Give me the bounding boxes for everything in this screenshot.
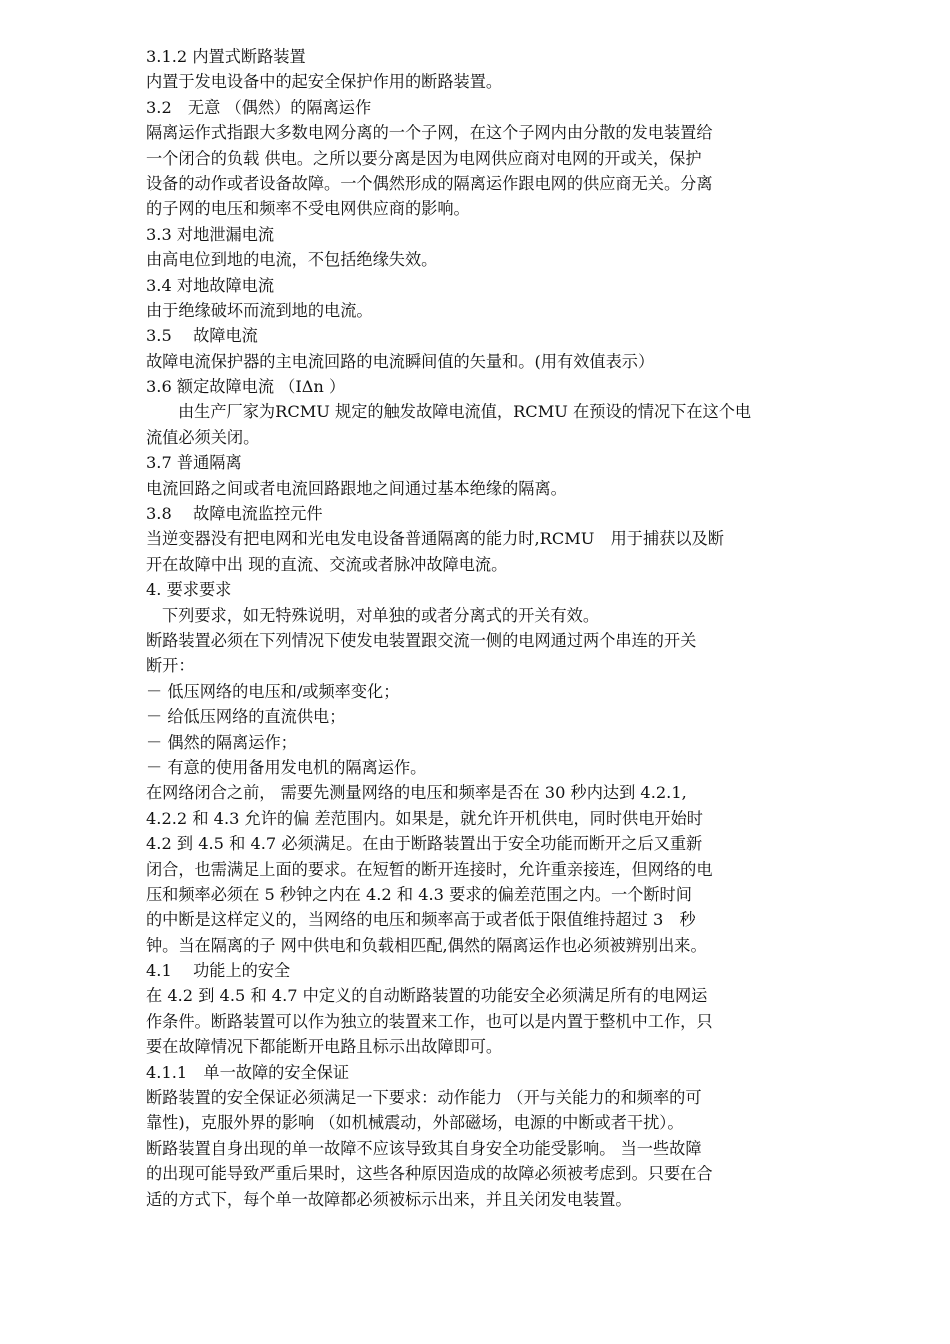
paragraph-line: 的中断是这样定义的，当网络的电压和频率高于或者低于限值维持超过 3 秒 bbox=[146, 910, 696, 930]
section-3-7-heading: 3.7 普通隔离 bbox=[146, 453, 242, 473]
list-item: － 低压网络的电压和/或频率变化； bbox=[146, 681, 400, 701]
list-item: － 有意的使用备用发电机的隔离运作。 bbox=[146, 757, 427, 777]
paragraph-line: 由生产厂家为RCMU 规定的触发故障电流值，RCMU 在预设的情况下在这个电 bbox=[178, 402, 752, 422]
paragraph-line: 的子网的电压和频率不受电网供应商的影响。 bbox=[146, 199, 470, 219]
section-3-4-heading: 3.4 对地故障电流 bbox=[146, 275, 275, 295]
paragraph-line: 由于绝缘破坏而流到地的电流。 bbox=[146, 300, 373, 320]
paragraph-line: 由高电位到地的电流，不包括绝缘失效。 bbox=[146, 250, 438, 270]
section-3-8-heading: 3.8 故障电流监控元件 bbox=[146, 504, 323, 524]
section-4-1-1-heading: 4.1.1 单一故障的安全保证 bbox=[146, 1062, 350, 1082]
section-3-6-heading: 3.6 额定故障电流 （IΔn ） bbox=[146, 377, 346, 397]
list-item: － 给低压网络的直流供电； bbox=[146, 707, 346, 727]
paragraph-line: 4.2.2 和 4.3 允许的偏 差范围内。如果是，就允许开机供电，同时供电开始时 bbox=[146, 808, 703, 828]
paragraph-line: 靠性)，克服外界的影响 （如机械震动，外部磁场，电源的中断或者干扰）。 bbox=[146, 1113, 684, 1133]
paragraph-line: 内置于发电设备中的起安全保护作用的断路装置。 bbox=[146, 72, 503, 92]
paragraph-line: 作条件。断路装置可以作为独立的装置来工作，也可以是内置于整机中工作，只 bbox=[146, 1011, 713, 1031]
section-4-1-heading: 4.1 功能上的安全 bbox=[146, 961, 291, 981]
paragraph-line: 压和频率必须在 5 秒钟之内在 4.2 和 4.3 要求的偏差范围之内。一个断时间 bbox=[146, 884, 692, 904]
paragraph-line: 4.2 到 4.5 和 4.7 必须满足。在由于断路装置出于安全功能而断开之后又重新 bbox=[146, 834, 703, 854]
paragraph-line: 故障电流保护器的主电流回路的电流瞬间值的矢量和。(用有效值表示） bbox=[146, 351, 655, 371]
paragraph-line: 闭合，也需满足上面的要求。在短暂的断开连接时，允许重亲接连，但网络的电 bbox=[146, 859, 713, 879]
paragraph-line: 断路装置的安全保证必须满足一下要求：动作能力 （开与关能力的和频率的可 bbox=[146, 1088, 702, 1108]
section-3-1-2-heading: 3.1.2 内置式断路装置 bbox=[146, 47, 306, 66]
paragraph-line: 当逆变器没有把电网和光电发电设备普通隔离的能力时,RCMU 用于捕获以及断 bbox=[146, 529, 724, 549]
paragraph-line: 开在故障中出 现的直流、交流或者脉冲故障电流。 bbox=[146, 554, 508, 574]
paragraph-line: 钟。当在隔离的子 网中供电和负载相匹配,偶然的隔离运作也必须被辨别出来。 bbox=[146, 935, 707, 955]
list-item: － 偶然的隔离运作； bbox=[146, 732, 297, 752]
paragraph-line: 一个闭合的负载 供电。之所以要分离是因为电网供应商对电网的开或关，保护 bbox=[146, 148, 702, 168]
paragraph-line: 设备的动作或者设备故障。一个偶然形成的隔离运作跟电网的供应商无关。分离 bbox=[146, 173, 713, 193]
paragraph-line: 断路装置必须在下列情况下使发电装置跟交流一侧的电网通过两个串连的开关 bbox=[146, 630, 697, 650]
paragraph-line: 流值必须关闭。 bbox=[146, 427, 260, 447]
paragraph-line: 断路装置自身出现的单一故障不应该导致其自身安全功能受影响。 当一些故障 bbox=[146, 1138, 702, 1158]
section-3-2-heading: 3.2 无意 （偶然）的隔离运作 bbox=[146, 97, 372, 117]
paragraph-line: 在 4.2 到 4.5 和 4.7 中定义的自动断路装置的功能安全必须满足所有的电网运 bbox=[146, 986, 708, 1006]
section-4-heading: 4. 要求要求 bbox=[146, 580, 232, 600]
paragraph-line: 要在故障情况下都能断开电路且标示出故障即可。 bbox=[146, 1037, 503, 1057]
paragraph-line: 下列要求，如无特殊说明，对单独的或者分离式的开关有效。 bbox=[162, 605, 600, 625]
paragraph-line: 断开： bbox=[146, 656, 195, 676]
paragraph-line: 在网络闭合之前， 需要先测量网络的电压和频率是否在 30 秒内达到 4.2.1, bbox=[146, 783, 687, 803]
paragraph-line: 电流回路之间或者电流回路跟地之间通过基本绝缘的隔离。 bbox=[146, 478, 567, 498]
section-3-5-heading: 3.5 故障电流 bbox=[146, 326, 258, 346]
paragraph-line: 隔离运作式指跟大多数电网分离的一个子网，在这个子网内由分散的发电装置给 bbox=[146, 123, 713, 143]
paragraph-line: 的出现可能导致严重后果时，这些各种原因造成的故障必须被考虑到。只要在合 bbox=[146, 1164, 713, 1184]
paragraph-line: 适的方式下，每个单一故障都必须被标示出来，并且关闭发电装置。 bbox=[146, 1189, 632, 1209]
section-3-3-heading: 3.3 对地泄漏电流 bbox=[146, 224, 275, 244]
